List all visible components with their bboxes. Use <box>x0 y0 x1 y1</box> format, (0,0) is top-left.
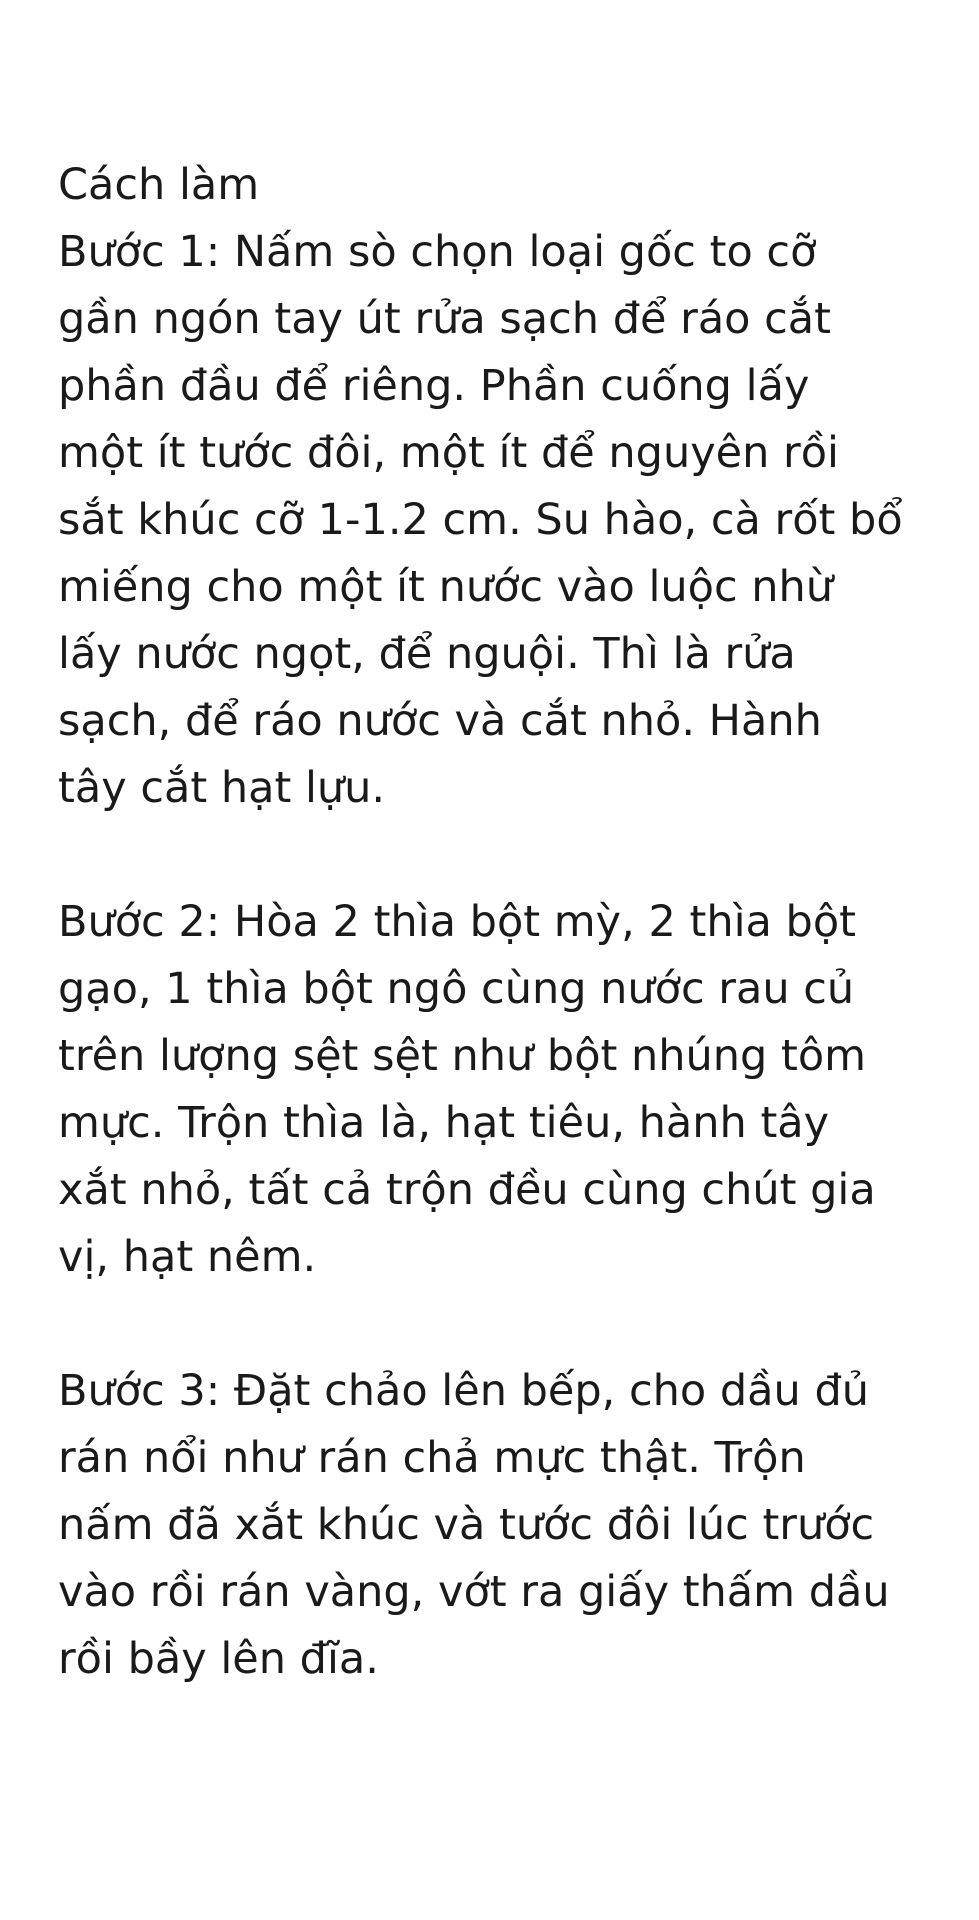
step-1-line: tây cắt hạt lựu. <box>58 763 386 813</box>
step-1-line: miếng cho một ít nước vào luộc nhừ <box>58 562 834 612</box>
step-3-line: rồi bầy lên đĩa. <box>58 1634 379 1684</box>
paragraph-gap <box>58 1291 958 1358</box>
step-3 <box>58 1358 958 1693</box>
step-1-line: phần đầu để riêng. Phần cuống lấy <box>58 361 810 411</box>
step-3-line: rán nổi như rán chả mực thật. Trộn <box>58 1433 806 1483</box>
step-3-line: vào rồi rán vàng, vớt ra giấy thấm dầu <box>58 1567 890 1617</box>
step-1 <box>58 219 958 822</box>
step-2-line: trên lượng sệt sệt như bột nhúng tôm <box>58 1031 867 1081</box>
step-1-line: gần ngón tay út rửa sạch để ráo cắt <box>58 294 831 344</box>
step-2-line: gạo, 1 thìa bột ngô cùng nước rau củ <box>58 964 855 1014</box>
step-2-line: Bước 2: Hòa 2 thìa bột mỳ, 2 thìa bột <box>58 897 857 947</box>
step-3-line: nấm đã xắt khúc và tước đôi lúc trước <box>58 1500 875 1550</box>
step-1-line: lấy nước ngọt, để nguội. Thì là rửa <box>58 629 796 679</box>
step-1-line: Bước 1: Nấm sò chọn loại gốc to cỡ <box>58 227 817 277</box>
step-2-line: vị, hạt nêm. <box>58 1232 317 1282</box>
step-1-line: sắt khúc cỡ 1-1.2 cm. Su hào, cà rốt bổ <box>58 495 903 545</box>
section-title: Cách làm <box>58 160 260 210</box>
paragraph-gap <box>58 822 958 889</box>
step-2 <box>58 889 958 1291</box>
step-1-line: một ít tước đôi, một ít để nguyên rồi <box>58 428 839 478</box>
step-2-line: mực. Trộn thìa là, hạt tiêu, hành tây <box>58 1098 830 1148</box>
step-1-line: sạch, để ráo nước và cắt nhỏ. Hành <box>58 696 822 746</box>
step-3-line: Bước 3: Đặt chảo lên bếp, cho dầu đủ <box>58 1366 869 1416</box>
recipe-document <box>58 152 958 1693</box>
step-2-line: xắt nhỏ, tất cả trộn đều cùng chút gia <box>58 1165 876 1215</box>
